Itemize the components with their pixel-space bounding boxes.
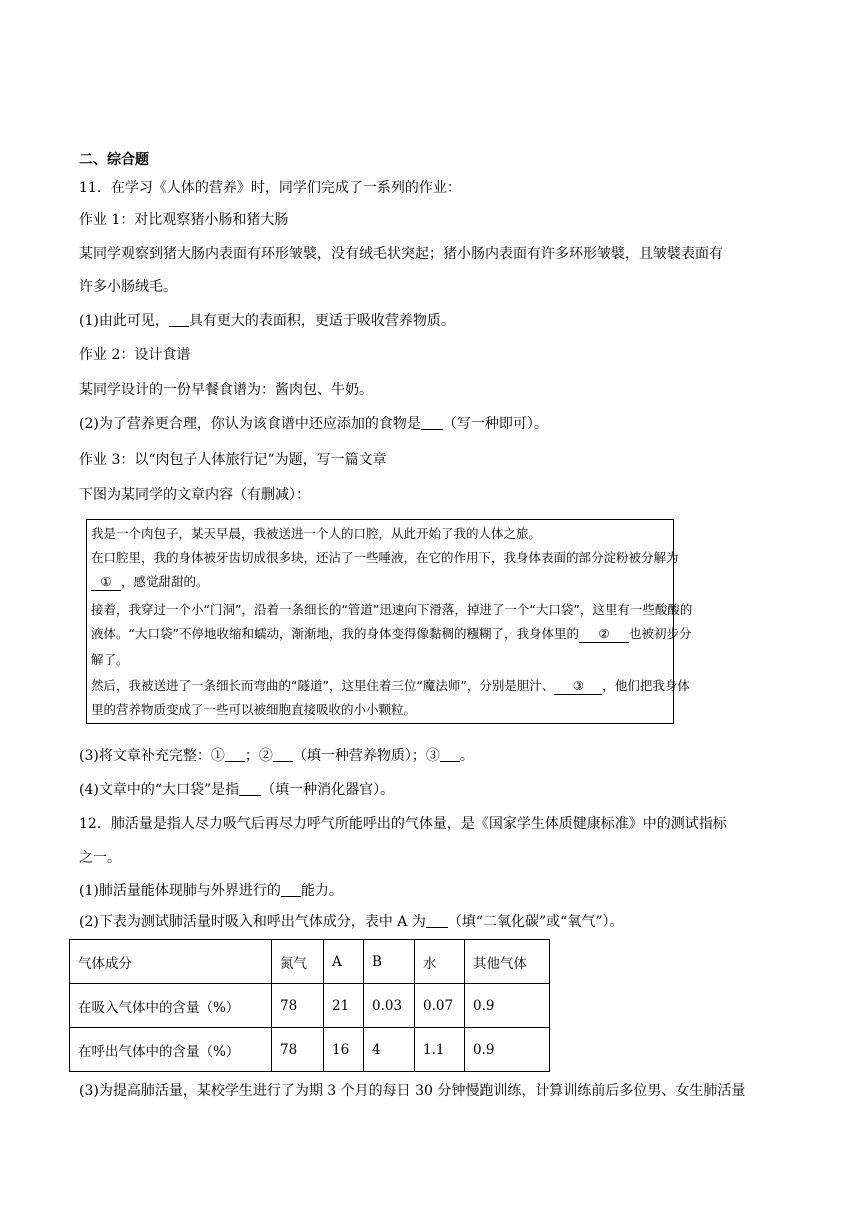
table-cell: 0.07 bbox=[415, 984, 465, 1028]
hw3-text: 下图为某同学的文章内容（有删减）： bbox=[79, 487, 310, 503]
table-header-cell: 水 bbox=[415, 940, 465, 984]
answer-blank bbox=[225, 747, 245, 762]
q11-sub3-part-a: (3)将文章补充完整：① bbox=[79, 748, 225, 764]
q11-sub3-part-d: 。 bbox=[459, 748, 474, 764]
q12-intro-1: 12．肺活量是指人尽力吸气后再尽力呼气所能呼出的气体量，是《国家学生体质健康标准》中的测试指标 bbox=[79, 816, 727, 832]
hw2-title: 作业 2：设计食谱 bbox=[79, 347, 191, 363]
q11-sub1-part-b: 具有更大的表面积，更适于吸收营养物质。 bbox=[188, 313, 455, 329]
q11-sub4 bbox=[79, 780, 394, 800]
hw1-text-2: 许多小肠绒毛。 bbox=[79, 279, 177, 295]
story-line-rest: ，感觉甜甜的。 bbox=[121, 574, 209, 589]
table-header-cell: B bbox=[364, 940, 415, 984]
story-line: 里的营养物质变成了一些可以被细胞直接吸收的小小颗粒。 bbox=[91, 702, 417, 717]
q11-sub2-part-b: （写一种即可）。 bbox=[442, 416, 548, 432]
hw3-title: 作业 3：以“肉包子人体旅行记”为题，写一篇文章 bbox=[79, 452, 387, 468]
answer-blank bbox=[273, 747, 293, 762]
table-cell: 0.9 bbox=[465, 1028, 550, 1072]
table-header-row bbox=[70, 940, 550, 984]
table-cell: 21 bbox=[324, 984, 364, 1028]
answer-blank bbox=[421, 415, 443, 430]
q11-sub3 bbox=[79, 746, 474, 766]
q12-sub2-part-a: (2)下表为测试肺活量时吸入和呼出气体成分，表中 A 为 bbox=[79, 914, 426, 930]
story-line bbox=[91, 573, 209, 591]
table-header-cell: 其他气体 bbox=[465, 940, 550, 984]
answer-blank bbox=[169, 312, 189, 327]
hw1-title: 作业 1：对比观察猪小肠和猪大肠 bbox=[79, 212, 289, 228]
story-line: 接着，我穿过一个小“门洞”，沿着一条细长的“管道”迅速向下滑落，掉进了一个“大口袋”，这里有一些酸酸的 bbox=[91, 602, 693, 617]
q12-sub1 bbox=[79, 881, 343, 901]
table-row bbox=[70, 984, 550, 1028]
story-box bbox=[86, 519, 693, 724]
story-line bbox=[91, 625, 691, 643]
q11-sub3-part-c: （填一种营养物质）；③ bbox=[292, 748, 440, 764]
answer-blank bbox=[426, 913, 448, 928]
story-line bbox=[91, 677, 690, 695]
table-cell: 1.1 bbox=[415, 1028, 465, 1072]
table-header-cell: 气体成分 bbox=[70, 940, 272, 984]
answer-blank bbox=[239, 781, 261, 796]
q11-sub3-part-b: ；② bbox=[244, 748, 273, 764]
story-line-part-a: 然后，我被送进了一条细长而弯曲的“隧道”，这里住着三位“魔法师”，分别是胆汁、 bbox=[91, 678, 555, 693]
table-cell: 4 bbox=[364, 1028, 415, 1072]
story-line: 我是一个肉包子，某天早晨，我被送进一个人的口腔，从此开始了我的人体之旅。 bbox=[91, 526, 542, 541]
table-cell: 在吸入气体中的含量（%） bbox=[70, 984, 272, 1028]
answer-blank bbox=[281, 882, 301, 897]
section-title: 二、综合题 bbox=[79, 152, 149, 168]
q11-sub1-part-a: (1)由此可见， bbox=[79, 313, 169, 329]
table-cell: 0.9 bbox=[465, 984, 550, 1028]
q11-sub4-part-b: （填一种消化器官）。 bbox=[261, 782, 395, 798]
table-cell: 0.03 bbox=[364, 984, 415, 1028]
table-cell: 78 bbox=[272, 984, 324, 1028]
q11-sub2-part-a: (2)为了营养更合理，你认为该食谱中还应添加的食物是 bbox=[79, 416, 421, 432]
q12-sub2 bbox=[79, 912, 623, 932]
story-blank-1: ① bbox=[91, 574, 121, 591]
story-line: 解了。 bbox=[91, 652, 129, 667]
hw1-text-1: 某同学观察到猪大肠内表面有环形皱襞，没有绒毛状突起；猪小肠内表面有许多环形皱襞，且皱襞表面有 bbox=[79, 246, 723, 262]
q12-sub1-part-a: (1)肺活量能体现肺与外界进行的 bbox=[79, 883, 281, 899]
gas-composition-table bbox=[69, 939, 550, 1072]
q11-sub1 bbox=[79, 311, 455, 331]
q12-sub1-part-b: 能力。 bbox=[300, 883, 343, 899]
story-line-part-a: 液体。“大口袋”不停地收缩和蠕动，渐渐地，我的身体变得像黏稠的糨糊了，我身体里的 bbox=[91, 626, 579, 641]
story-line-part-b: 也被初步分 bbox=[628, 626, 692, 641]
q11-sub4-part-a: (4)文章中的“大口袋”是指 bbox=[79, 782, 240, 798]
story-blank-3: ③ bbox=[554, 678, 602, 695]
q12-sub3: (3)为提高肺活量，某校学生进行了为期 3 个月的每日 30 分钟慢跑训练，计算训练前后多位男、女生肺活量 bbox=[79, 1083, 746, 1099]
story-line-part-b: ，他们把我身体 bbox=[602, 678, 690, 693]
q12-intro-2: 之一。 bbox=[79, 850, 121, 866]
table-cell: 在呼出气体中的含量（%） bbox=[70, 1028, 272, 1072]
table-header-cell: A bbox=[324, 940, 364, 984]
answer-blank bbox=[440, 747, 460, 762]
table-row bbox=[70, 1028, 550, 1072]
hw2-text: 某同学设计的一份早餐食谱为：酱肉包、牛奶。 bbox=[79, 382, 373, 398]
story-blank-2: ② bbox=[579, 626, 629, 643]
table-cell: 78 bbox=[272, 1028, 324, 1072]
q12-sub2-part-b: （填“二氧化碳”或“氧气”）。 bbox=[447, 914, 624, 930]
story-line: 在口腔里，我的身体被牙齿切成很多块，还沾了一些唾液，在它的作用下，我身体表面的部分淀粉被分解为 bbox=[91, 550, 679, 565]
q11-sub2 bbox=[79, 414, 548, 434]
table-header-cell: 氮气 bbox=[272, 940, 324, 984]
table-cell: 16 bbox=[324, 1028, 364, 1072]
q11-intro: 11．在学习《人体的营养》时，同学们完成了一系列的作业： bbox=[79, 180, 461, 196]
